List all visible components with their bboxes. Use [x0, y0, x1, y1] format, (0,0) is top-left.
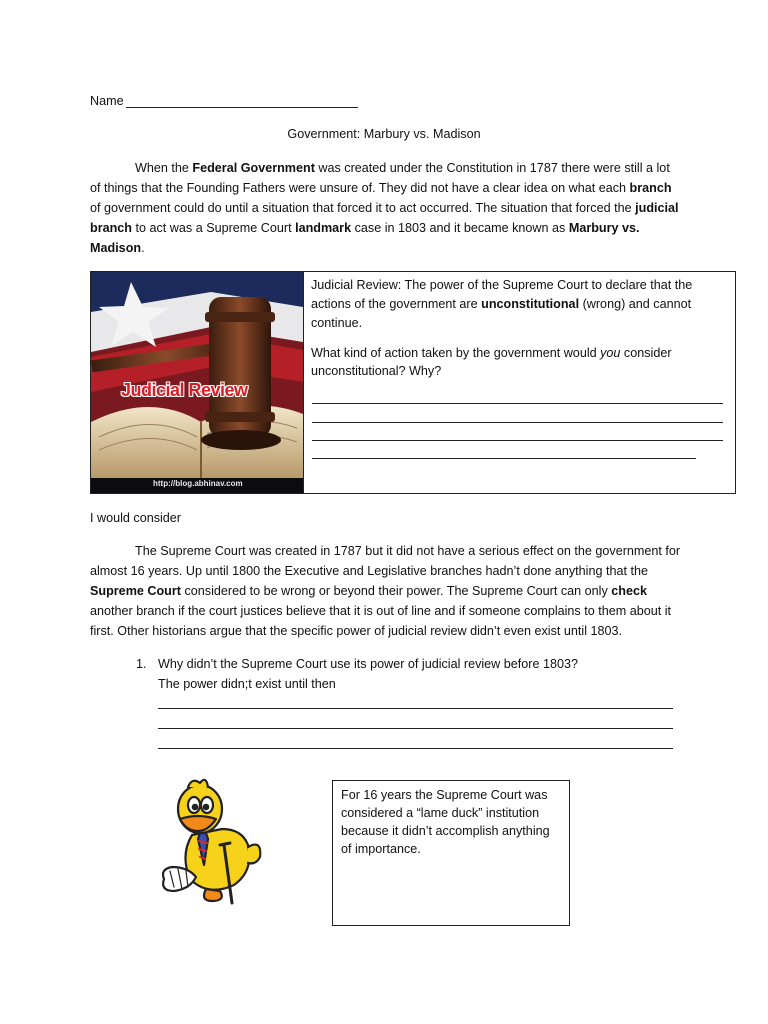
- answer-line[interactable]: [312, 458, 696, 459]
- answer-line[interactable]: [158, 748, 673, 749]
- answer-line[interactable]: [158, 728, 673, 729]
- answer-line[interactable]: [158, 708, 673, 709]
- student-answer[interactable]: I would consider: [90, 511, 182, 525]
- lame-duck-text: For 16 years the Supreme Court was considered a “lame duck” institution because it didn’t accomplish anything of importance.: [341, 788, 550, 856]
- question-number: 1.: [136, 657, 147, 671]
- page-title: Government: Marbury vs. Madison: [287, 127, 481, 141]
- question-text: Why didn’t the Supreme Court use its power of judicial review before 1803?: [158, 657, 579, 671]
- lame-duck-icon: [150, 775, 270, 907]
- supreme-court-paragraph: The Supreme Court was created in 1787 but it did not have a serious effect on the government for almost 16 years. Up until 1800 the Executive and Legislative branches hadn’t done anything that the Supreme Court considered to be wrong or beyond their power. The Supreme Court can only check another branch if the court justices believe that it is out of line and if someone complains to them about it first. Other historians argue that the specific power of judicial review didn’t even exist until 1803.: [90, 544, 681, 638]
- answer-line[interactable]: [312, 422, 723, 423]
- answer-line[interactable]: [312, 403, 723, 404]
- question-unconstitutional: What kind of action taken by the government would you consider unconstitutional? Why?: [311, 346, 672, 378]
- judicial-review-box: [90, 271, 736, 494]
- name-label: Name: [90, 94, 124, 108]
- judicial-review-image: [91, 272, 304, 493]
- intro-paragraph: When the Federal Government was created under the Constitution in 1787 there were still a lot of things that the Founding Fathers were unsure of. They did not have a clear idea on what each branch of government could do until a situation that forced it to act occurred. The situation that forced the judicial branch to act was a Supreme Court landmark case in 1803 and it became known as Marbury vs. Madison.: [90, 161, 679, 255]
- name-blank[interactable]: [126, 107, 358, 108]
- lame-duck-note: [332, 780, 570, 926]
- answer-line[interactable]: [312, 440, 723, 441]
- definition-text: Judicial Review: The power of the Supreme Court to declare that the actions of the government are unconstitutional (wrong) and cannot continue.: [311, 278, 693, 330]
- image-caption: Judicial Review: [121, 380, 248, 400]
- question-answer[interactable]: The power didn;t exist until then: [158, 677, 336, 691]
- image-url: http://blog.abhinav.com: [153, 479, 243, 488]
